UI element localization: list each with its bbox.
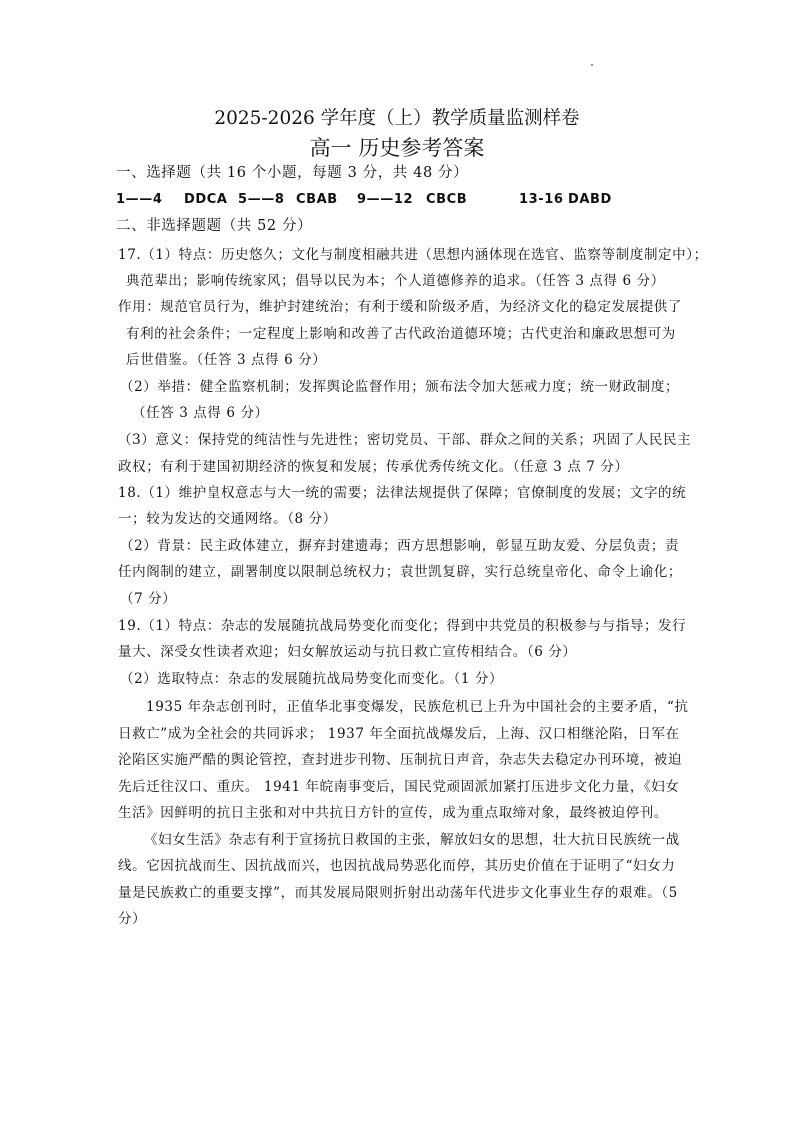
answer-line: （7 分） [120,591,177,607]
answer-line: 政权；有利于建国初期经济的恢复和发展；传承优秀传统文化。（任意 3 点 7 分） [118,459,629,475]
section1-heading: 一、选择题（共 16 个小题，每题 3 分，共 48 分） [116,165,469,181]
answer-line: （2）背景：民主政体建立，摒弃封建遗毒；西方思想影响，彰显互助友爱、分层负责；责 [120,538,680,554]
answer-line: （2）选取特点：杂志的发展随抗战局势变化而变化。（1 分） [120,671,504,687]
document-subtitle: 高一 历史参考答案 [309,136,485,160]
answer-line: 典范辈出；影响传统家风；倡导以民为本；个人道德修养的追求。（任答 3 点得 6 分） [126,273,665,289]
answer-line: 后世借鉴。（任答 3 点得 6 分） [126,352,327,368]
answer-range: 13-16 [519,192,564,207]
answer-line: 有利的社会条件；一定程度上影响和改善了古代政治道德环境；古代吏治和廉政思想可为 [126,326,676,342]
answer-key-row [116,191,716,209]
answer-paragraph-line: 线。它因抗战而生、因抗战而兴，也因抗战局势恶化而停，其历史价值在于证明了“妇女力 [118,858,676,874]
answer-keys: DABD [568,192,612,207]
answer-range: 5——8 [238,192,285,207]
page-speck [591,64,593,66]
answer-paragraph-line: 日救亡”成为全社会的共同诉求； 1937 年全面抗战爆发后，上海、汉口相继沦陷，日军在 [118,726,680,742]
answer-paragraph-line: 《妇女生活》杂志有利于宣扬抗日救国的主张，解放妇女的思想，壮大抗日民族统一战 [144,832,680,848]
answer-line: （2）举措：健全监察机制；发挥舆论监督作用；颁布法令加大惩戒力度；统一财政制度； [120,379,680,395]
section2-heading: 二、非选择题题（共 52 分） [116,218,313,234]
answer-line: 18.（1）维护皇权意志与大一统的需要；法律法规提供了保障；官僚制度的发展；文字的统 [118,485,687,501]
answer-line: 一；较为发达的交通网络。（8 分） [118,511,337,527]
answer-keys: CBAB [296,192,338,207]
answer-paragraph-line: 沦陷区实施严酷的舆论管控，查封进步刊物、压制抗日声音，杂志失去稳定办刊环境，被迫 [118,752,682,768]
answer-line: 17.（1）特点：历史悠久；文化与制度相融共进（思想内涵体现在选官、监察等制度制定中）； [118,247,708,263]
answer-paragraph-line: 生活》因鲜明的抗日主张和对中共抗日方针的宣传，成为重点取缔对象，最终被迫停刊。 [118,805,668,821]
answer-paragraph-line: 分） [118,911,147,927]
answer-paragraph-line: 1935 年杂志创刊时，正值华北事变爆发，民族危机已上升为中国社会的主要矛盾，“抗 [146,699,689,715]
answer-keys: DDCA [184,192,228,207]
answer-paragraph-line: 量是民族救亡的重要支撑”，而其发展局限则折射出动荡年代进步文化事业生存的艰难。（5 [118,885,678,901]
answer-keys: CBCB [426,192,468,207]
answer-line: 任内阁制的建立，副署制度以限制总统权力；袁世凯复辟，实行总统皇帝化、命令上谕化； [118,564,682,580]
answer-line: （3）意义：保持党的纯洁性与先进性；密切党员、干部、群众之间的关系；巩固了人民民主 [118,432,692,448]
answer-range: 9——12 [357,192,414,207]
answer-paragraph-line: 先后迁往汉口、重庆。 1941 年皖南事变后，国民党顽固派加紧打压进步文化力量，《妇女 [118,779,680,795]
answer-line: 19.（1）特点：杂志的发展随抗战局势变化而变化；得到中共党员的积极参与与指导；发行 [118,618,687,634]
document-title: 2025-2026 学年度（上）教学质量监测样卷 [214,108,580,129]
answer-range: 1——4 [116,192,163,207]
answer-line: 量大、深受女性读者欢迎；妇女解放运动与抗日救亡宣传相结合。（6 分） [118,644,577,660]
answer-line: （任答 3 点得 6 分） [132,405,269,421]
answer-line: 作用：规范官员行为，维护封建统治；有利于缓和阶级矛盾，为经济文化的稳定发展提供了 [118,299,682,315]
